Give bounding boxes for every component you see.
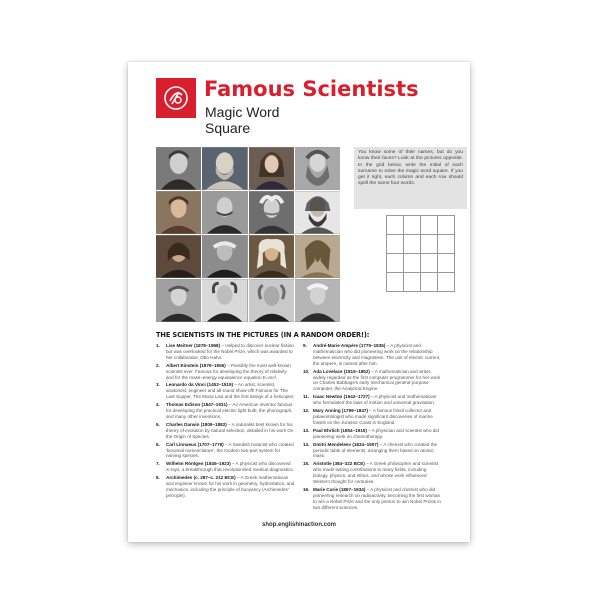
portrait-photo <box>249 191 294 234</box>
portrait-photo <box>295 147 340 190</box>
item-name: Lise Meitner (1878–1968) <box>166 343 221 348</box>
item-description: – A physician and scientist who did pioneering work on chemotherapy. <box>313 427 439 439</box>
list-item <box>303 442 442 460</box>
item-number: 16. <box>303 486 310 492</box>
worksheet-page <box>128 62 470 542</box>
grid-cell[interactable] <box>404 273 421 292</box>
item-name: Leonardo da Vinci (1452–1519) <box>166 382 234 388</box>
grid-cell[interactable] <box>421 254 438 273</box>
portrait-photo <box>249 235 294 278</box>
scientists-list-right <box>303 343 442 513</box>
grid-cell[interactable] <box>438 216 455 235</box>
portrait-photo <box>202 147 247 190</box>
grid-cell[interactable] <box>438 235 455 254</box>
grid-cell[interactable] <box>421 235 438 254</box>
item-description: – An artist, scientist, anatomist, engineer and all-round show-off! Famous for The Last Supper, The Mona Lisa and the first design of a helicopter. <box>166 382 295 400</box>
item-description: – A physicist who discovered X-rays, a breakthrough that revolutionised medical diagnostics. <box>166 461 294 473</box>
item-description: – Helped to discover nuclear fission but was overlooked for the Nobel Prize, which was awarded to her collaborator, Otto Hahn. <box>166 343 294 360</box>
scientists-list-left <box>156 343 295 501</box>
grid-cell[interactable] <box>438 254 455 273</box>
portrait-photo <box>249 147 294 190</box>
item-number: 1. <box>156 343 160 348</box>
portrait-photo <box>156 279 201 322</box>
grid-cell[interactable] <box>387 254 404 273</box>
page-title: Famous Scientists <box>204 77 419 101</box>
portrait-photo <box>295 279 340 322</box>
item-number: 3. <box>156 382 160 388</box>
item-description: – A mathematician and writer, widely regarded as the first computer programmer for her work on Charles Babbage's early mechanical general-purpose computer, the Analytical Engine. <box>313 368 441 392</box>
item-description: – A physicist and mathematician who did pioneering work on the relationship between electricity and magnetism. The unit of electric current, the ampere, is named after him. <box>313 343 441 366</box>
item-number: 6. <box>156 441 160 447</box>
page-subtitle: Magic Word Square <box>205 104 280 136</box>
item-description: – A Swedish botanist who created 'binomial nomenclature', the modern two-part system for naming species. <box>166 441 294 459</box>
item-description: – A Greek mathematician and engineer known for his work in geometry, hydrostatics, and mechanics, including the principle of buoyancy (Archimedes' principle). <box>166 475 295 498</box>
item-description: – A famous fossil collector and palaeontologist who made significant discoveries of marine fossils on the Jurassic Coast in England. <box>313 408 433 425</box>
portrait-photo <box>295 235 340 278</box>
item-number: 13. <box>303 427 310 433</box>
grid-cell[interactable] <box>387 235 404 254</box>
list-item <box>303 487 442 511</box>
item-number: 7. <box>156 461 160 467</box>
portrait-photo <box>249 279 294 322</box>
list-item <box>303 343 442 367</box>
item-number: 14. <box>303 441 310 447</box>
list-item <box>156 363 295 381</box>
item-number: 11. <box>303 394 310 400</box>
grid-cell[interactable] <box>421 273 438 292</box>
list-item <box>303 428 442 440</box>
item-name: Carl Linnaeus (1707–1778) <box>166 441 224 447</box>
list-item <box>156 343 295 361</box>
item-name: Wilhelm Röntgen (1845–1923) <box>166 461 231 467</box>
item-number: 9. <box>303 343 307 348</box>
item-description: – A physicist and chemist who did pioneering research on radioactivity, becoming the first woman to win a Nobel Prize and the only person to win Nobel Prizes in two different sciences. <box>313 486 441 510</box>
grid-cell[interactable] <box>387 273 404 292</box>
item-number: 2. <box>156 362 160 368</box>
grid-cell[interactable] <box>438 273 455 292</box>
item-name: Aristotle (384–322 BCE) <box>313 461 365 467</box>
item-name: Ada Lovelace (1815–1852) <box>313 368 370 374</box>
portrait-photo <box>202 191 247 234</box>
portrait-photo <box>295 191 340 234</box>
item-description: – A naturalist best known for his theory of evolution by natural selection, detailed in his work On the Origin of Species. <box>166 421 294 439</box>
item-number: 4. <box>156 402 160 408</box>
item-name: Mary Anning (1799–1847) <box>313 408 368 414</box>
grid-cell[interactable] <box>387 216 404 235</box>
item-number: 12. <box>303 408 310 414</box>
magic-word-square-grid <box>386 215 455 292</box>
grid-cell[interactable] <box>421 216 438 235</box>
item-name: Paul Ehrlich (1854–1915) <box>313 427 367 433</box>
grid-cell[interactable] <box>404 235 421 254</box>
grid-cell[interactable] <box>404 216 421 235</box>
list-item <box>303 394 442 406</box>
brand-logo-icon <box>161 83 191 113</box>
item-name: Albert Einstein (1879–1955) <box>166 362 226 368</box>
portrait-photo <box>202 235 247 278</box>
brand-logo <box>156 78 196 118</box>
item-name: Marie Curie (1867–1934) <box>313 486 366 492</box>
footer-url[interactable]: shop.englishinaction.com <box>261 522 336 528</box>
item-name: André-Marie Ampère (1775–1836) <box>313 343 386 348</box>
list-item <box>303 461 442 485</box>
item-description: – A chemist who created the periodic table of elements, arranging them based on atomic mass. <box>313 441 438 459</box>
list-item <box>303 369 442 393</box>
item-number: 8. <box>156 475 160 481</box>
portrait-photo <box>202 279 247 322</box>
portrait-photo <box>156 235 201 278</box>
item-name: Thomas Edison (1847–1931) <box>166 402 228 408</box>
item-name: Isaac Newton (1642–1727) <box>313 394 370 400</box>
portrait-grid <box>156 147 340 322</box>
list-item <box>156 475 295 499</box>
list-item <box>156 442 295 460</box>
item-description: – A physicist and mathematician who formulated the laws of motion and universal gravitation. <box>313 394 437 406</box>
item-description: – Possibly the most well-known scientist ever. Famous for developing the theory of relativity and for the mass–energy equivalence equation E=mc². <box>166 362 291 380</box>
list-item <box>303 408 442 426</box>
item-number: 15. <box>303 461 310 467</box>
item-number: 5. <box>156 421 160 427</box>
portrait-photo <box>156 147 201 190</box>
item-name: Dmitri Mendeleev (1834–1907) <box>313 441 379 447</box>
item-description: – An American inventor famous for developing the practical electric light bulb, the phonograph, and many other inventions. <box>166 402 293 419</box>
list-item <box>156 382 295 400</box>
item-name: Archimedes (c. 287–c. 212 BCE) <box>166 475 236 481</box>
grid-cell[interactable] <box>404 254 421 273</box>
portrait-photo <box>156 191 201 234</box>
item-description: – A Greek philosopher and scientist who made lasting contributions to many fields, including biology, physics, and ethics, and whose work influenced Western thought for centuries. <box>313 461 439 485</box>
instructions-box: You know some of their names, but do you know their faces? Look at the pictures opposite. In the grid below, write the initial of each surname to solve the magic word square. If you get it right, each column and each row should spell the same four words. <box>354 147 467 209</box>
list-item <box>156 461 295 473</box>
item-name: Charles Darwin (1809–1882) <box>166 421 227 427</box>
list-item <box>156 402 295 420</box>
item-number: 10. <box>303 368 310 374</box>
list-item <box>156 422 295 440</box>
scientists-list-title: THE SCIENTISTS IN THE PICTURES (IN A RANDOM ORDER!): <box>156 331 370 339</box>
